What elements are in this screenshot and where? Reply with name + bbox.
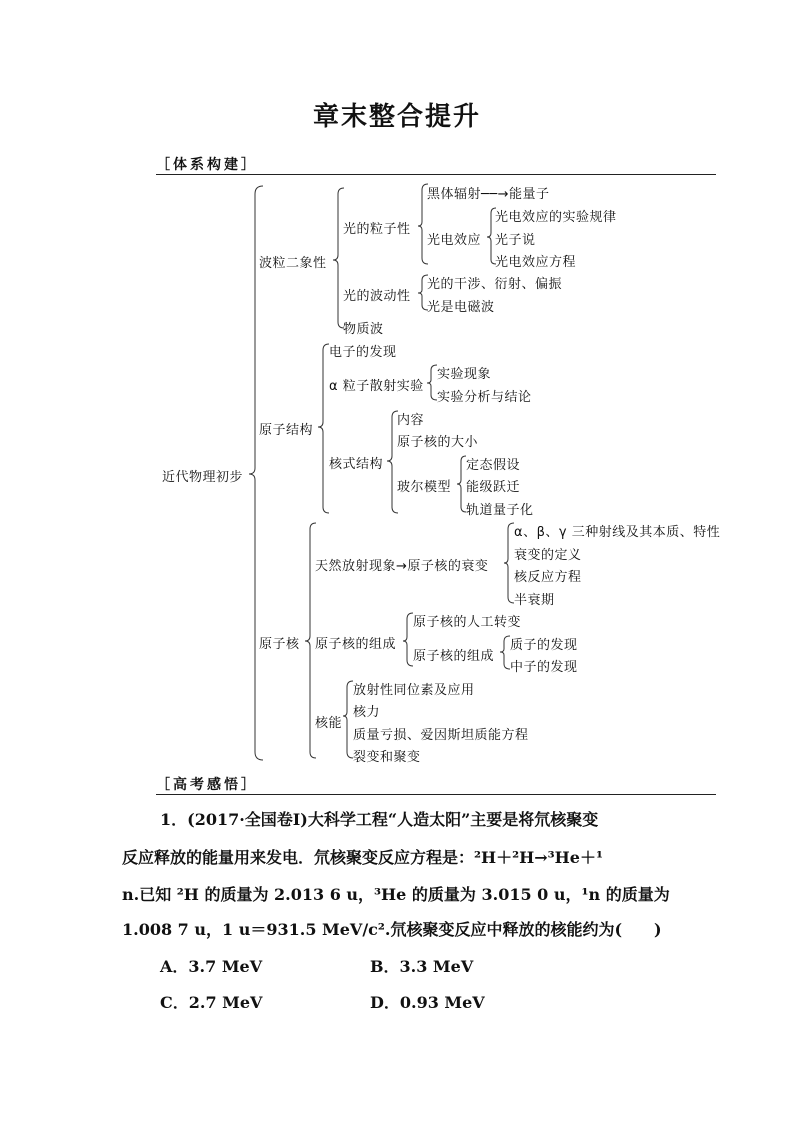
node-artificial: 原子核的人工转变 [413, 615, 522, 630]
node-matter-wave: 物质波 [343, 322, 384, 337]
section-label-exam: ［高考感悟］ [156, 777, 258, 793]
option-c[interactable]: C．2.7 MeV [160, 993, 263, 1012]
bracket-b1-2 [418, 275, 428, 310]
node-proton: 质子的发现 [510, 638, 578, 653]
bracket-b3-3 [343, 681, 353, 758]
tree-root: 近代物理初步 [162, 470, 244, 485]
node-particle-nature: 光的粒子性 [343, 222, 411, 237]
node-pe-laws: 光电效应的实验规律 [495, 210, 617, 225]
question-line-3: n.已知 ²H 的质量为 2.013 6 u，³He 的质量为 3.015 0 u，¹n 的质量为 [122, 885, 670, 904]
bracket-b2-3-3 [457, 456, 466, 512]
node-wave-particle: 波粒二象性 [259, 256, 327, 271]
node-blackbody: 黑体辐射──→能量子 [427, 187, 550, 202]
node-interference: 光的干涉、衍射、偏振 [427, 277, 563, 292]
node-composition: 原子核的组成 [315, 637, 397, 652]
node-half-life: 半衰期 [514, 593, 555, 608]
node-nuclear-structure: 核式结构 [329, 457, 384, 472]
node-exp-analysis: 实验分析与结论 [437, 390, 532, 405]
bracket-b3 [305, 523, 316, 758]
node-nucleus-size: 原子核的大小 [397, 435, 479, 450]
section-label-system: ［体系构建］ [156, 157, 258, 173]
page-title: 章末整合提升 [312, 102, 481, 132]
node-nuclear-force: 核力 [353, 705, 381, 720]
section-rule-2 [156, 794, 716, 795]
node-photon-theory: 光子说 [495, 233, 536, 248]
question-line-4: 1.008 7 u，1 u＝931.5 MeV/c².氘核聚变反应中释放的核能约为( ) [122, 920, 662, 939]
node-transition: 能级跃迁 [466, 480, 521, 495]
question-line-1: 1．(2017·全国卷Ⅰ)大科学工程“人造太阳”主要是将氘核聚变 [160, 810, 599, 829]
bracket-b1-1 [418, 184, 428, 264]
node-fission-fusion: 裂变和聚变 [353, 750, 421, 765]
node-decay-def: 衰变的定义 [514, 548, 582, 563]
node-atomic-structure: 原子结构 [259, 423, 314, 438]
option-a[interactable]: A．3.7 MeV [160, 957, 263, 976]
question-line-2: 反应释放的能量用来发电．氘核聚变反应方程是：²H＋²H→³He＋¹ [122, 848, 603, 867]
bracket-b2 [318, 344, 329, 513]
node-stationary: 定态假设 [466, 458, 521, 473]
bracket-b1-1-2 [487, 208, 496, 264]
node-wave-nature: 光的波动性 [343, 289, 411, 304]
bracket-b3-2-2 [500, 636, 510, 669]
node-nuclear-energy: 核能 [315, 716, 343, 731]
bracket-root [249, 186, 263, 760]
bracket-b3-2 [403, 613, 413, 666]
node-content: 内容 [397, 413, 425, 428]
node-photoelectric: 光电效应 [427, 233, 482, 248]
node-bohr-model: 玻尔模型 [397, 480, 452, 495]
node-reaction-eq: 核反应方程 [514, 570, 582, 585]
node-em-wave: 光是电磁波 [427, 300, 495, 315]
node-electron-discovery: 电子的发现 [329, 345, 397, 360]
node-orbit-quant: 轨道量子化 [466, 503, 534, 518]
node-pe-equation: 光电效应方程 [495, 255, 577, 270]
bracket-b2-2 [427, 365, 437, 400]
option-b[interactable]: B．3.3 MeV [370, 957, 474, 976]
node-isotopes: 放射性同位素及应用 [353, 683, 475, 698]
option-d[interactable]: D．0.93 MeV [370, 993, 485, 1012]
node-composition-2: 原子核的组成 [413, 649, 495, 664]
node-three-rays: α、β、γ 三种射线及其本质、特性 [514, 525, 721, 540]
bracket-b3-1 [504, 523, 514, 603]
node-mass-defect: 质量亏损、爱因斯坦质能方程 [353, 728, 529, 743]
bracket-b2-3 [387, 411, 398, 513]
bracket-b1 [333, 188, 344, 328]
node-neutron: 中子的发现 [510, 660, 578, 675]
node-exp-phenomena: 实验现象 [437, 367, 492, 382]
node-alpha-scattering: α 粒子散射实验 [329, 379, 424, 394]
node-radioactivity: 天然放射现象→原子核的衰变 [315, 559, 489, 574]
node-nucleus: 原子核 [259, 637, 300, 652]
